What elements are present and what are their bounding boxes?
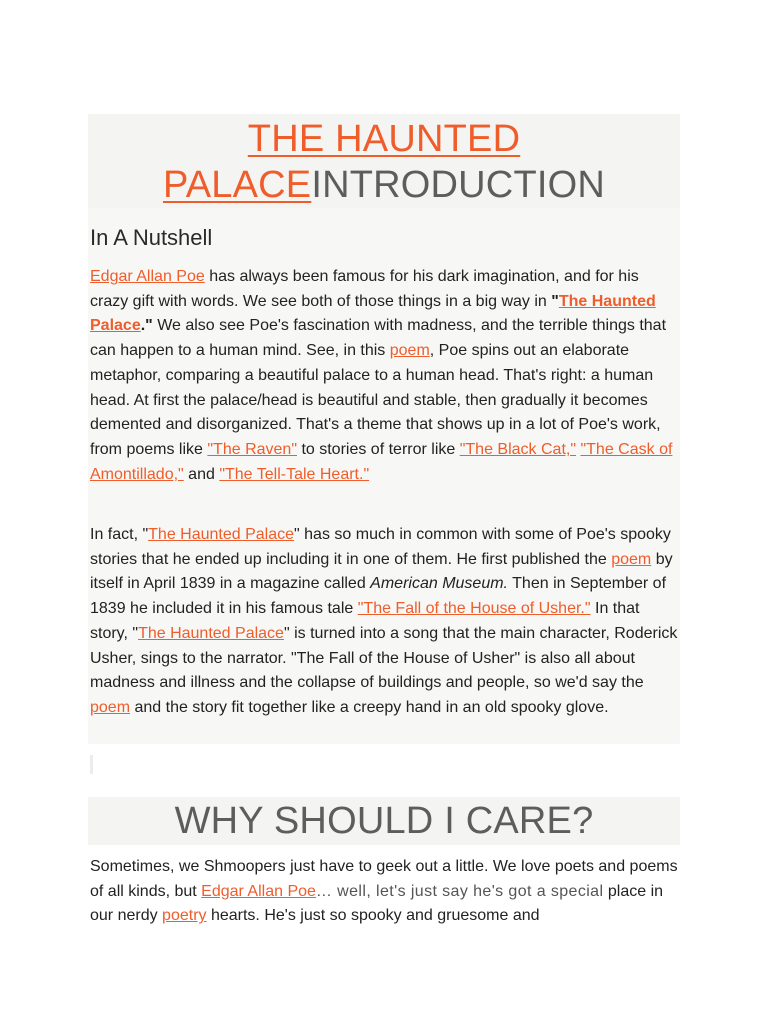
inline-link[interactable]: Edgar Allan Poe xyxy=(90,268,205,285)
section-divider-mark xyxy=(90,755,93,774)
title-introduction: INTRODUCTION xyxy=(311,164,606,206)
text-run: has always been famous for his dark imagination, and for his crazy gift with words. We see both of those things in a big way in xyxy=(90,268,639,310)
haunted-palace-title-link[interactable]: THE HAUNTED PALACE xyxy=(162,118,521,206)
inline-link[interactable]: "The Raven" xyxy=(207,440,297,458)
bold-text: " xyxy=(551,292,559,310)
introduction-section xyxy=(88,114,680,744)
inline-link[interactable]: "The Tell-Tale Heart." xyxy=(219,465,370,483)
in-a-nutshell-heading: In A Nutshell xyxy=(90,225,213,250)
inline-link[interactable]: The Haunted Palace xyxy=(90,292,656,335)
text-run: and xyxy=(183,465,220,483)
nutshell-paragraph-2 xyxy=(90,523,680,721)
bold-text: ." xyxy=(140,317,153,335)
page-title xyxy=(88,114,680,208)
inline-link[interactable]: poem xyxy=(90,698,131,716)
text-run: In that story, " xyxy=(90,600,640,642)
text-run: place in our nerdy xyxy=(90,882,664,925)
why-title-band xyxy=(88,797,680,845)
inline-link[interactable]: poem xyxy=(611,550,652,568)
intro-title-band xyxy=(88,114,680,208)
italic-title: American Museum. xyxy=(370,575,508,593)
text-run: We also see Poe's fascination with madness, and the terrible things that can happen to a human mind. See, in this xyxy=(90,317,667,360)
why-paragraph xyxy=(90,855,680,929)
text-run: Sometimes, we Shmoopers just have to geek out a little. We love poets and poems of all kinds, but xyxy=(90,858,678,900)
nutshell-paragraph-1 xyxy=(90,265,680,487)
inline-link[interactable]: "The Fall of the House of Usher." xyxy=(357,600,591,618)
inline-link[interactable]: poem xyxy=(389,342,430,360)
why-heading: WHY SHOULD I CARE? xyxy=(174,800,594,842)
text-run: to stories of terror like xyxy=(297,440,460,458)
text-run: Then in September of 1839 he included it in his famous tale xyxy=(90,575,667,618)
text-run: " is turned into a song that the main character, Roderick Usher, sings to the narrator. "The Fall of the House of Usher" is also all about madness and illness and the collapse of buildings and people, so we'd say the xyxy=(90,624,678,692)
text-run: … well, let's just say he's got a special xyxy=(315,882,604,900)
text-run: In fact, " xyxy=(90,526,149,543)
inline-link[interactable]: "The Cask of Amontillado," xyxy=(90,440,673,483)
text-run: , Poe spins out an elaborate metaphor, comparing a beautiful palace to a human head. That's right: a human head. At first the palace/head is beautiful and stable, then gradually it becomes demented and disorganized. That's a theme that shows up in a lot of Poe's work, from poems like xyxy=(90,342,661,458)
inline-link[interactable]: Edgar Allan Poe xyxy=(201,882,316,900)
why-should-i-care-section xyxy=(88,797,680,927)
inline-link[interactable]: "The Black Cat," xyxy=(459,440,577,458)
text-run: and the story fit together like a creepy hand in an old spooky glove. xyxy=(130,698,609,716)
inline-link[interactable]: The Haunted Palace xyxy=(138,624,284,642)
text-run: hearts. He's just so spooky and gruesome and xyxy=(206,907,540,925)
text-run: by itself in April 1839 in a magazine called xyxy=(90,550,673,593)
inline-link[interactable]: The Haunted Palace xyxy=(148,526,295,543)
text-run: " has so much in common with some of Poe's spooky stories that he ended up including it in one of them. He first published the xyxy=(90,526,671,568)
inline-link[interactable]: poetry xyxy=(162,907,207,925)
